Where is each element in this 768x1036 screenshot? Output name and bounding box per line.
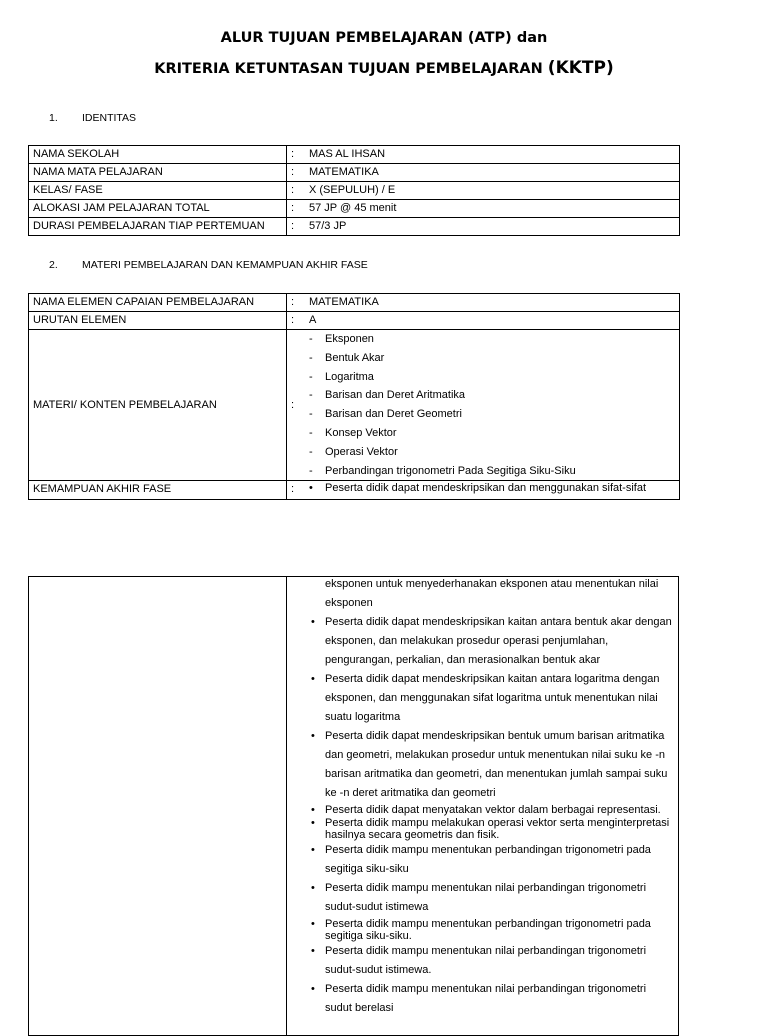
row-colon: : [287, 312, 310, 330]
document-title-line-1: ALUR TUJUAN PEMBELAJARAN (ATP) dan [220, 30, 548, 46]
table-row [29, 200, 680, 218]
list-item-line: sudut-sudut istimewa [325, 901, 429, 913]
kemampuan-list [309, 481, 675, 499]
table-row [29, 312, 680, 330]
row-colon: : [287, 481, 310, 500]
list-item-line: Peserta didik mampu melakukan operasi vektor serta menginterpretasi [325, 817, 670, 829]
section-number: 1. [49, 112, 58, 124]
row-value: MAS AL IHSAN [309, 146, 680, 164]
list-item-text: Logaritma [325, 370, 374, 383]
row-value: 57 JP @ 45 menit [309, 200, 680, 218]
list-item [309, 349, 675, 368]
list-item-line: pengurangan, perkalian, dan merasionalkan bentuk akar [325, 654, 601, 666]
bullet-marker: • [309, 482, 313, 495]
list-item-text: Barisan dan Deret Geometri [325, 408, 462, 421]
list-item-text: Perbandingan trigonometri Pada Segitiga Siku-Siku [325, 464, 576, 477]
dash-marker: - [309, 464, 313, 477]
bullet-marker: • [311, 804, 315, 816]
list-item [299, 918, 675, 942]
row-colon: : [287, 146, 310, 164]
kemampuan-continuation [299, 577, 675, 1018]
table-row [29, 330, 680, 481]
row-value: 57/3 JP [309, 218, 680, 236]
row-key: NAMA ELEMEN CAPAIAN PEMBELAJARAN [29, 294, 287, 312]
list-item-text: Bentuk Akar [325, 351, 385, 364]
row-key: NAMA SEKOLAH [29, 146, 287, 164]
dash-marker: - [309, 370, 313, 383]
list-item [299, 841, 675, 879]
list-item [309, 481, 675, 495]
row-value: MATEMATIKA [309, 294, 680, 312]
list-item-line: Peserta didik dapat mendeskripsikan bentuk umum barisan aritmatika [325, 730, 665, 742]
dash-marker: - [309, 426, 313, 439]
row-key: MATERI/ KONTEN PEMBELAJARAN [29, 330, 287, 481]
bullet-marker: • [311, 730, 315, 742]
bullet-marker: • [311, 918, 315, 930]
row-value: MATEMATIKA [309, 164, 680, 182]
list-item [299, 980, 675, 1018]
row-key: KELAS/ FASE [29, 182, 287, 200]
row-value [309, 481, 680, 500]
list-item-line: eksponen, dan menggunakan sifat logaritma untuk menentukan nilai [325, 692, 658, 704]
row-colon: : [287, 218, 310, 236]
list-item [299, 727, 675, 803]
section-2-heading [49, 259, 368, 271]
section-number: 2. [49, 259, 58, 271]
row-colon: : [287, 330, 310, 481]
row-colon: : [287, 294, 310, 312]
title-kktp-text: (KKTP) [547, 58, 614, 78]
list-item-line: Peserta didik mampu menentukan nilai perbandingan trigonometri [325, 945, 647, 957]
section-label: MATERI PEMBELAJARAN DAN KEMAMPUAN AKHIR FASE [82, 259, 368, 271]
row-value: A [309, 312, 680, 330]
row-key: URUTAN ELEMEN [29, 312, 287, 330]
dash-marker: - [309, 408, 313, 421]
list-item [299, 613, 675, 670]
list-item-line: dan geometri, melakukan prosedur untuk menentukan nilai suku ke -n [325, 749, 665, 761]
column-divider [286, 577, 287, 1035]
list-item-line: Peserta didik mampu menentukan perbandingan trigonometri pada [325, 844, 651, 856]
list-item-line: sudut-sudut istimewa. [325, 964, 432, 976]
materi-list [309, 330, 675, 480]
table-row [29, 164, 680, 182]
continuation-line: eksponen untuk menyederhanakan eksponen atau menentukan nilai [325, 578, 659, 590]
section-1-heading [49, 112, 136, 124]
list-item-line: segitiga siku-siku. [325, 930, 412, 942]
list-item [309, 443, 675, 462]
list-item-line: suatu logaritma [325, 711, 401, 723]
list-item-text: Peserta didik dapat mendeskripsikan dan menggunakan sifat-sifat [325, 482, 647, 495]
list-item [299, 879, 675, 917]
bullet-marker: • [311, 983, 315, 995]
list-item-text: Konsep Vektor [325, 426, 397, 439]
row-colon: : [287, 164, 310, 182]
list-item-text: Barisan dan Deret Aritmatika [325, 389, 466, 402]
dash-marker: - [309, 389, 313, 402]
dash-marker: - [309, 351, 313, 364]
list-item-line: hasilnya secara geometris dan fisik. [325, 829, 500, 841]
table-row [29, 481, 680, 500]
list-item-line: Peserta didik dapat menyatakan vektor dalam berbagai representasi. [325, 804, 661, 816]
row-colon: : [287, 182, 310, 200]
list-item [309, 405, 675, 424]
bullet-marker: • [311, 945, 315, 957]
list-item [299, 804, 675, 816]
bullet-marker: • [311, 817, 315, 829]
continuation-table [28, 576, 679, 1036]
list-item-line: Peserta didik dapat mendeskripsikan kaitan antara bentuk akar dengan [325, 616, 672, 628]
table-row [29, 146, 680, 164]
list-item-line: Peserta didik mampu menentukan perbandingan trigonometri pada [325, 918, 651, 930]
bullet-marker: • [311, 673, 315, 685]
row-colon: : [287, 200, 310, 218]
list-item [309, 330, 675, 349]
list-item-line: segitiga siku-siku [325, 863, 409, 875]
table-row [29, 294, 680, 312]
row-value [309, 330, 680, 481]
list-item [309, 462, 675, 481]
continuation-line: eksponen [325, 597, 373, 609]
table-row [29, 218, 680, 236]
list-item [309, 368, 675, 387]
row-key: KEMAMPUAN AKHIR FASE [29, 481, 287, 500]
list-item-line: Peserta didik mampu menentukan nilai perbandingan trigonometri [325, 882, 647, 894]
dash-marker: - [309, 333, 313, 345]
list-item [299, 817, 675, 841]
bullet-marker: • [311, 616, 315, 628]
list-item [299, 942, 675, 980]
list-item-text: Eksponen [325, 333, 374, 345]
list-item [299, 670, 675, 727]
row-key: NAMA MATA PELAJARAN [29, 164, 287, 182]
list-item-line: barisan aritmatika dan geometri, dan menentukan jumlah sampai suku [325, 768, 668, 780]
row-value: X (SEPULUH) / E [309, 182, 680, 200]
list-item [309, 424, 675, 443]
bullet-marker: • [311, 844, 315, 856]
table-row [29, 182, 680, 200]
row-key: DURASI PEMBELAJARAN TIAP PERTEMUAN [29, 218, 287, 236]
list-item-line: eksponen, dan melakukan prosedur operasi penjumlahan, [325, 635, 609, 647]
title-main-text: KRITERIA KETUNTASAN TUJUAN PEMBELAJARAN [154, 61, 548, 77]
list-item-text: Operasi Vektor [325, 445, 398, 458]
identitas-table [28, 145, 680, 236]
list-item-line: sudut berelasi [325, 1002, 394, 1014]
document-title-line-2 [0, 58, 768, 78]
section-label: IDENTITAS [82, 112, 137, 124]
list-item-line: Peserta didik dapat mendeskripsikan kaitan antara logaritma dengan [325, 673, 660, 685]
row-key: ALOKASI JAM PELAJARAN TOTAL [29, 200, 287, 218]
materi-table [28, 293, 680, 500]
bullet-marker: • [311, 882, 315, 894]
list-item-line: Peserta didik mampu menentukan nilai perbandingan trigonometri [325, 983, 647, 995]
dash-marker: - [309, 445, 313, 458]
list-item [309, 386, 675, 405]
list-item-line: ke -n deret aritmatika dan geometri [325, 787, 496, 799]
